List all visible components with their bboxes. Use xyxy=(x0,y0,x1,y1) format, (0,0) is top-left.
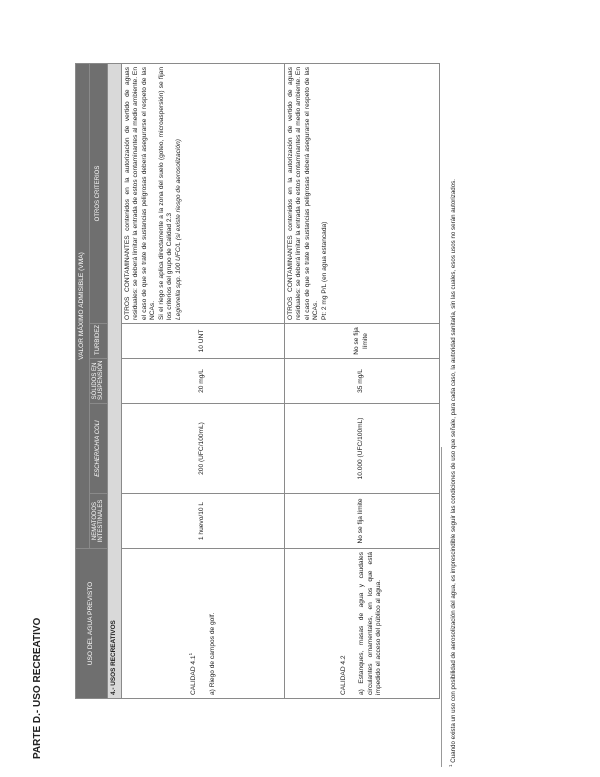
footnote-ref: 1 xyxy=(188,652,194,656)
otros-p2: Si el riego se aplica directamente a la zona del suelo (goteo, microaspersión) se fijan los criterios del grupo de Calidad 2.3 xyxy=(157,67,174,320)
header-nematodos: NEMATODOS INTESTINALES xyxy=(89,494,108,549)
section-label: 4.- USOS RECREATIVOS xyxy=(108,64,121,699)
header-solidos: SÓLIDOS EN SUSPENSIÓN xyxy=(89,359,108,404)
header-row-1 xyxy=(76,64,90,699)
footnote-text: Cuando exista un uso con posibilidad de aerosolización del agua, es imprescindible seguir las condiciones de uso que señale, para cada caso, la autoridad sanitaria, sin las cuales, esos usos no serán autorizados. xyxy=(450,179,458,763)
otros-p3: Legionella spp. 100 UFC/L (si existe riesgo de aerosolización) xyxy=(175,139,183,320)
otros-p1: OTROS CONTAMINANTES contenidos en la autorización de vertido de aguas residuales: se deberá limitar la entrada de estos contaminantes al medio ambiente. En el caso de que se trate de sustancias peligrosas deberá asegurarse el respeto de las NCAs. xyxy=(123,67,157,320)
criteria-table xyxy=(75,63,440,699)
otros-p2: Pt: 2 mg P/L (en agua estancada) xyxy=(320,221,328,320)
footnote-divider xyxy=(441,447,442,767)
footnote-marker: 1 xyxy=(448,764,453,767)
turbidez-cell: 10 UNT xyxy=(121,324,284,359)
otros-cell xyxy=(121,64,284,324)
page-title: PARTE D.- USO RECREATIVO xyxy=(32,617,43,759)
header-use: USO DEL AGUA PREVISTO xyxy=(76,549,108,699)
header-otros: OTROS CRITERIOS xyxy=(89,64,108,324)
footnote xyxy=(448,167,459,767)
header-ecoli: ESCHERICHIA COLI xyxy=(89,404,108,494)
solidos-cell: 20 mg/L xyxy=(121,359,284,404)
use-text: a) Riego de campos de golf. xyxy=(208,612,216,695)
calidad-label: CALIDAD 4.2 xyxy=(339,655,347,695)
use-cell xyxy=(284,549,439,699)
section-row xyxy=(108,64,121,699)
table-row xyxy=(121,64,284,699)
turbidez-cell: No se fija límite xyxy=(284,324,439,359)
header-vma: VALOR MÁXIMO ADMISIBLE (VMA) xyxy=(76,64,90,549)
header-turbidez: TURBIDEZ xyxy=(89,324,108,359)
otros-p1: OTROS CONTAMINANTES contenidos en la autorización de vertido de aguas residuales: se deberá limitar la entrada de estos contaminantes al medio ambiente. En el caso de que se trate de sustancias peligrosas deberá asegurarse el respeto de las NCAs. xyxy=(286,67,320,320)
table-row xyxy=(284,64,439,699)
use-text: a) Estanques, masas de agua y caudales circulantes ornamentales, en los que está impedido el acceso del público al agua. xyxy=(358,552,383,695)
solidos-cell: 35 mg/L xyxy=(284,359,439,404)
use-cell xyxy=(121,549,284,699)
ecoli-cell: 10.000 (UFC/100mL) xyxy=(284,404,439,494)
ecoli-cell: 200 (UFC/100mL) xyxy=(121,404,284,494)
nematodos-cell: 1 huevo/10 L xyxy=(121,494,284,549)
otros-cell xyxy=(284,64,439,324)
nematodos-cell: No se fija límite xyxy=(284,494,439,549)
calidad-label: CALIDAD 4.1 xyxy=(190,655,198,695)
